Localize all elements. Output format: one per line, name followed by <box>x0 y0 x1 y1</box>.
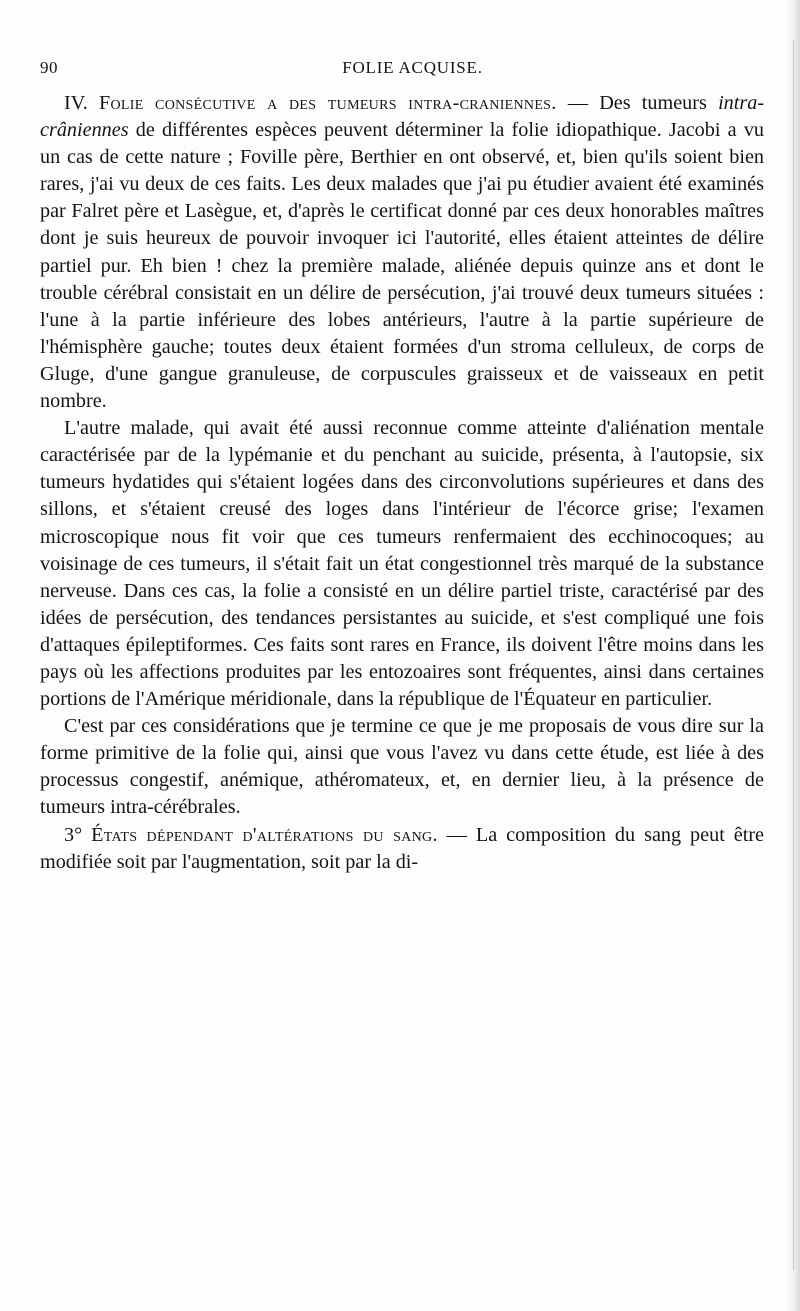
section-iv-text-start: Des tumeurs <box>599 92 707 114</box>
italic-term: intra-crâniennes <box>40 92 765 142</box>
section-3-heading: États dépendant d'altérations du sang. <box>91 823 438 846</box>
section-3-paragraph <box>40 822 764 876</box>
section-iv-numeral: IV. <box>64 92 88 114</box>
page-edge-line <box>793 40 794 1270</box>
running-title: FOLIE ACQUISE. <box>342 58 483 77</box>
section-iv-text: de différentes espèces peuvent déterminer la folie idiopathique. Jacobi a vu un cas de cette nature ; Foville père, Berthier en ont observé, et, bien qu'ils soient bien rares, j'ai vu deux de ces faits. Les deux malades que j'ai pu étudier avaient été examinés par Falret père et Lasègue, et, d'après le certificat donné par ces deux honorables maîtres dont je suis heureux de pouvoir invoquer ici l'autorité, elles étaient atteintes de délire partiel pur. Eh bien ! chez la première malade, aliénée depuis quinze ans et dont le trouble cérébral consistait en un délire de persécution, j'ai trouvé deux tumeurs situées : l'une à la partie inférieure des lobes antérieurs, l'autre à la partie supérieure de l'hémisphère gauche; toutes deux étaient formées d'un stroma celluleux, de corps de Gluge, d'une gangue granuleuse, de corpuscules graisseux et de vaisseaux en petit nombre. <box>40 119 765 413</box>
section-3-numeral: 3° <box>64 823 83 846</box>
section-iv-paragraph <box>40 90 764 415</box>
paragraph-3: C'est par ces considérations que je termine ce que je me proposais de vous dire sur la forme primitive de la folie qui, ainsi que vous l'avez vu dans cette étude, est liée à des processus congestif, anémique, athéromateux, et, en dernier lieu, à la présence de tumeurs intra-cérébrales. <box>40 715 764 819</box>
page-header <box>40 58 765 82</box>
section-iv-dash: — <box>567 92 589 114</box>
paragraph-2: L'autre malade, qui avait été aussi reconnue comme atteinte d'aliénation mentale caractérisée par de la lypémanie et du penchant au suicide, présenta, à l'autopsie, six tumeurs hydatides qui s'étaient logées dans des circonvolutions supérieures et dans des sillons, et s'étaient creusé des loges dans l'intérieur de l'écorce grise; l'examen microscopique nous fit voir que ces tumeurs renfermaient des ecchinocoques; au voisinage de ces tumeurs, il s'était fait un état congestionnel très marqué de la substance nerveuse. Dans ces cas, la folie a consisté en un délire partiel triste, caractérisé par des idées de persécution, des tendances persistantes au suicide, et s'est compliqué une fois d'attaques épileptiformes. Ces faits sont rares en France, ils doivent l'être moins dans les pays où les affections produites par les entozoaires sont fréquentes, ainsi dans certaines portions de l'Amérique méridionale, dans la république de l'Équateur en particulier. <box>40 417 764 711</box>
page-number: 90 <box>40 58 58 77</box>
section-3-text: La composition du sang peut être modifiée soit par l'augmentation, soit par la di- <box>40 823 765 873</box>
section-3-dash: — <box>446 823 467 846</box>
section-iv-heading: Folie consécutive a des tumeurs intra-craniennes. <box>98 92 557 114</box>
body-text <box>40 90 764 876</box>
